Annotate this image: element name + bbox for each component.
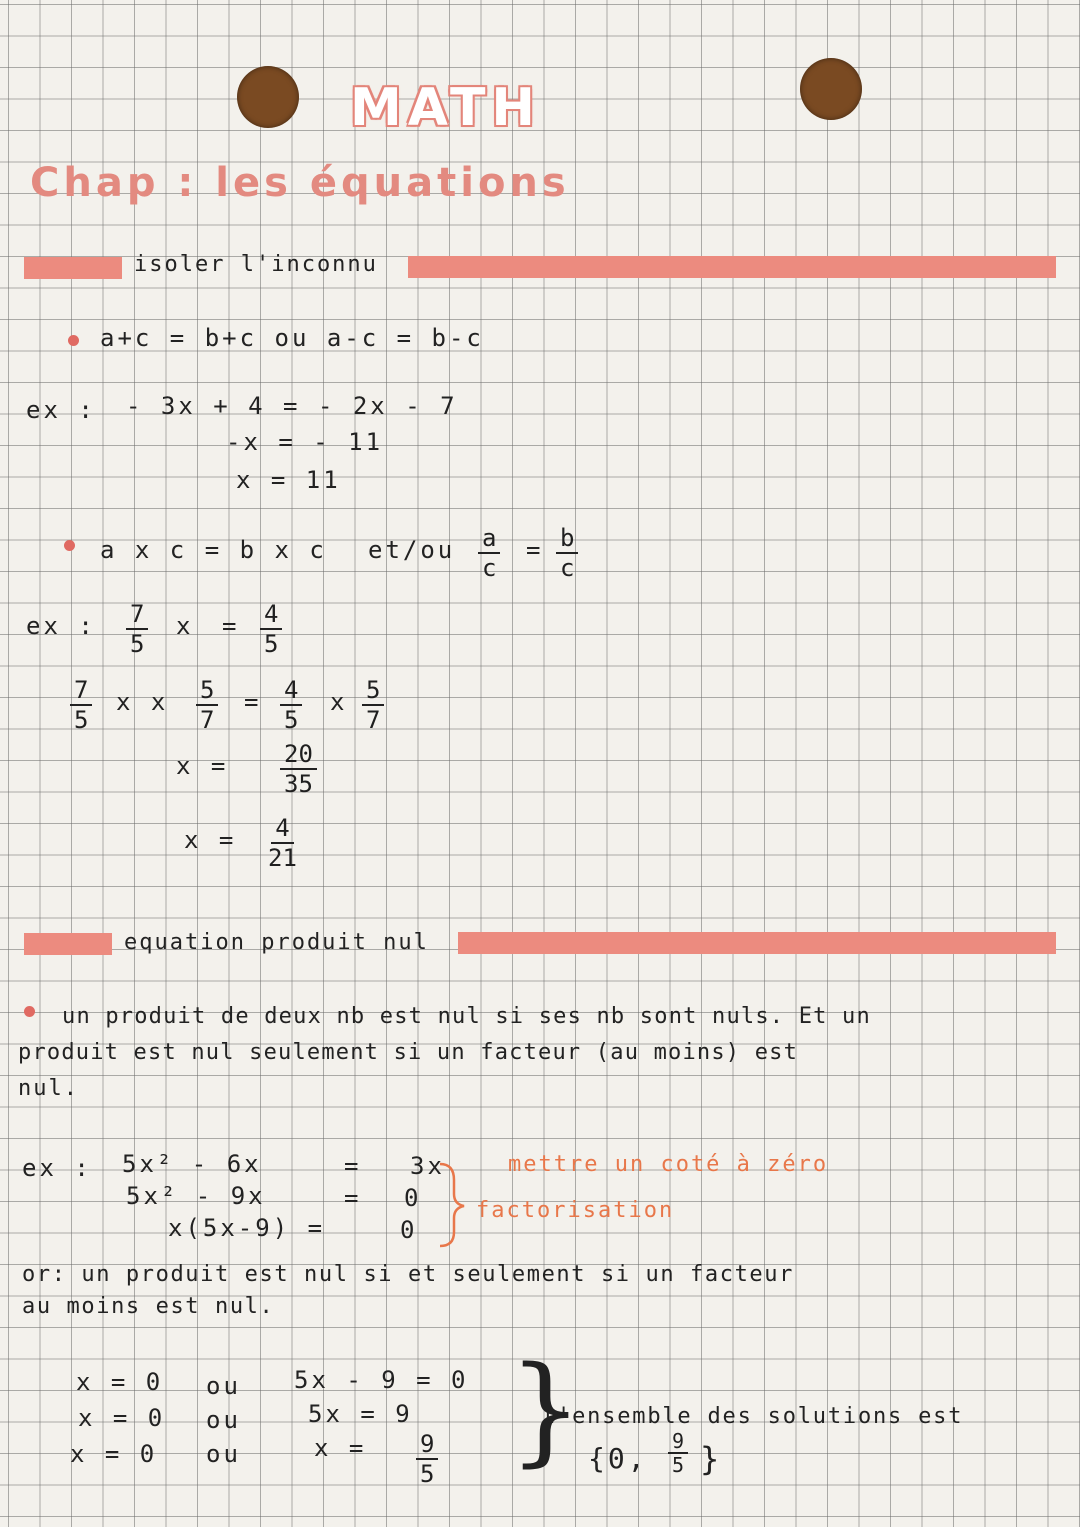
ex3-l1-eq: = <box>344 1152 362 1180</box>
ex3-l2-eq: = <box>344 1184 362 1212</box>
sol-left-2: x = 0 <box>78 1404 166 1432</box>
sol-right-1: 5x - 9 = 0 <box>294 1366 469 1394</box>
section-bar-left <box>24 257 122 279</box>
chapter-title: Chap : les équations <box>30 160 570 206</box>
ex2-l1-frac2: $\frac{4}{5}$ <box>260 600 282 658</box>
page-title: MATH <box>350 78 541 138</box>
section2-bar-left <box>24 933 112 955</box>
orange-brace <box>436 1160 476 1250</box>
rule-addition: a+c = b+c ou a-c = b-c <box>100 324 484 352</box>
ex2-l2-frac3: $\frac{4}{5}$ <box>280 676 302 734</box>
ex2-l4-frac: $\frac{4}{21}$ <box>268 814 297 872</box>
bullet-rule1 <box>68 335 79 346</box>
ex2-l2-mid: x x <box>116 688 169 716</box>
sol-left-1: x = 0 <box>76 1368 164 1396</box>
sol-right-2: 5x = 9 <box>308 1400 413 1428</box>
ex2-l3-lhs: x = <box>176 752 229 780</box>
rule-frac-b-c: $\frac{b}{c}$ <box>556 524 578 582</box>
ex1-line2: -x = - 11 <box>226 428 384 456</box>
ex3-l3-rhs: 0 <box>400 1216 418 1244</box>
bullet-produit <box>24 1006 35 1017</box>
ex2-l1-var: x <box>176 612 194 640</box>
ex2-l4-lhs: x = <box>184 826 237 854</box>
ex1-label: ex : <box>26 396 96 424</box>
section-heading-isoler: isoler l'inconnu <box>134 252 378 277</box>
sol-ou-1: ou <box>206 1372 241 1400</box>
rule-et-ou: et/ou <box>368 536 456 564</box>
sol-left-3: x = 0 <box>70 1440 158 1468</box>
section-bar-right <box>408 256 1056 278</box>
paragraph-line3: nul. <box>18 1076 79 1101</box>
ex2-l3-frac: $\frac{20}{35}$ <box>280 740 317 798</box>
ex2-l2-eq: = <box>244 688 262 716</box>
ex3-l1-rhs: 3x <box>410 1152 445 1180</box>
rule-frac-equals: = <box>526 536 544 564</box>
ex2-l2-frac4: $\frac{5}{7}$ <box>362 676 384 734</box>
paragraph-line2: produit est nul seulement si un facteur (au moins) est <box>18 1040 799 1065</box>
note-mettre-zero: mettre un coté à zéro <box>508 1152 829 1177</box>
or-line2: au moins est nul. <box>22 1294 275 1319</box>
sol-frac: $\frac{9}{5}$ <box>416 1430 438 1488</box>
punch-hole-right <box>800 58 862 120</box>
ex1-line1: - 3x + 4 = - 2x - 7 <box>126 392 458 420</box>
section2-bar-right <box>458 932 1056 954</box>
rule-multiplication: a x c = b x c <box>100 536 327 564</box>
section-heading-produit-nul: equation produit nul <box>124 930 429 955</box>
ex2-l1-frac1: $\frac{7}{5}$ <box>126 600 148 658</box>
ex3-label: ex : <box>22 1154 92 1182</box>
sol-ou-2: ou <box>206 1406 241 1434</box>
ex2-label: ex : <box>26 612 96 640</box>
ex3-l3-lhs: x(5x-9) = <box>168 1214 326 1242</box>
solutions-brace: } <box>508 1340 584 1478</box>
ex1-line3: x = 11 <box>236 466 341 494</box>
ex3-l1-lhs: 5x² - 6x <box>122 1150 262 1178</box>
set-open: {0, <box>588 1442 648 1475</box>
ex2-l2-frac1: $\frac{7}{5}$ <box>70 676 92 734</box>
conclusion-text: l'ensemble des solutions est <box>542 1404 964 1429</box>
ex3-l2-rhs: 0 <box>404 1184 422 1212</box>
sol-right-3: x = <box>314 1434 367 1462</box>
rule-frac-a-c: $\frac{a}{c}$ <box>478 524 500 582</box>
bullet-rule2 <box>64 540 75 551</box>
punch-hole-left <box>237 66 299 128</box>
note-factorisation: factorisation <box>476 1198 675 1223</box>
paragraph-line1: un produit de deux nb est nul si ses nb sont nuls. Et un <box>62 1004 871 1029</box>
ex2-l1-eq: = <box>222 612 240 640</box>
ex2-l2-frac2: $\frac{5}{7}$ <box>196 676 218 734</box>
sol-ou-3: ou <box>206 1440 241 1468</box>
ex2-l2-times: x <box>330 688 348 716</box>
ex3-l2-lhs: 5x² - 9x <box>126 1182 266 1210</box>
or-line1: or: un produit est nul si et seulement si un facteur <box>22 1262 794 1287</box>
set-frac: $\frac{9}{5}$ <box>668 1430 688 1476</box>
set-close: } <box>700 1440 723 1478</box>
orange-brace-path <box>440 1164 464 1246</box>
